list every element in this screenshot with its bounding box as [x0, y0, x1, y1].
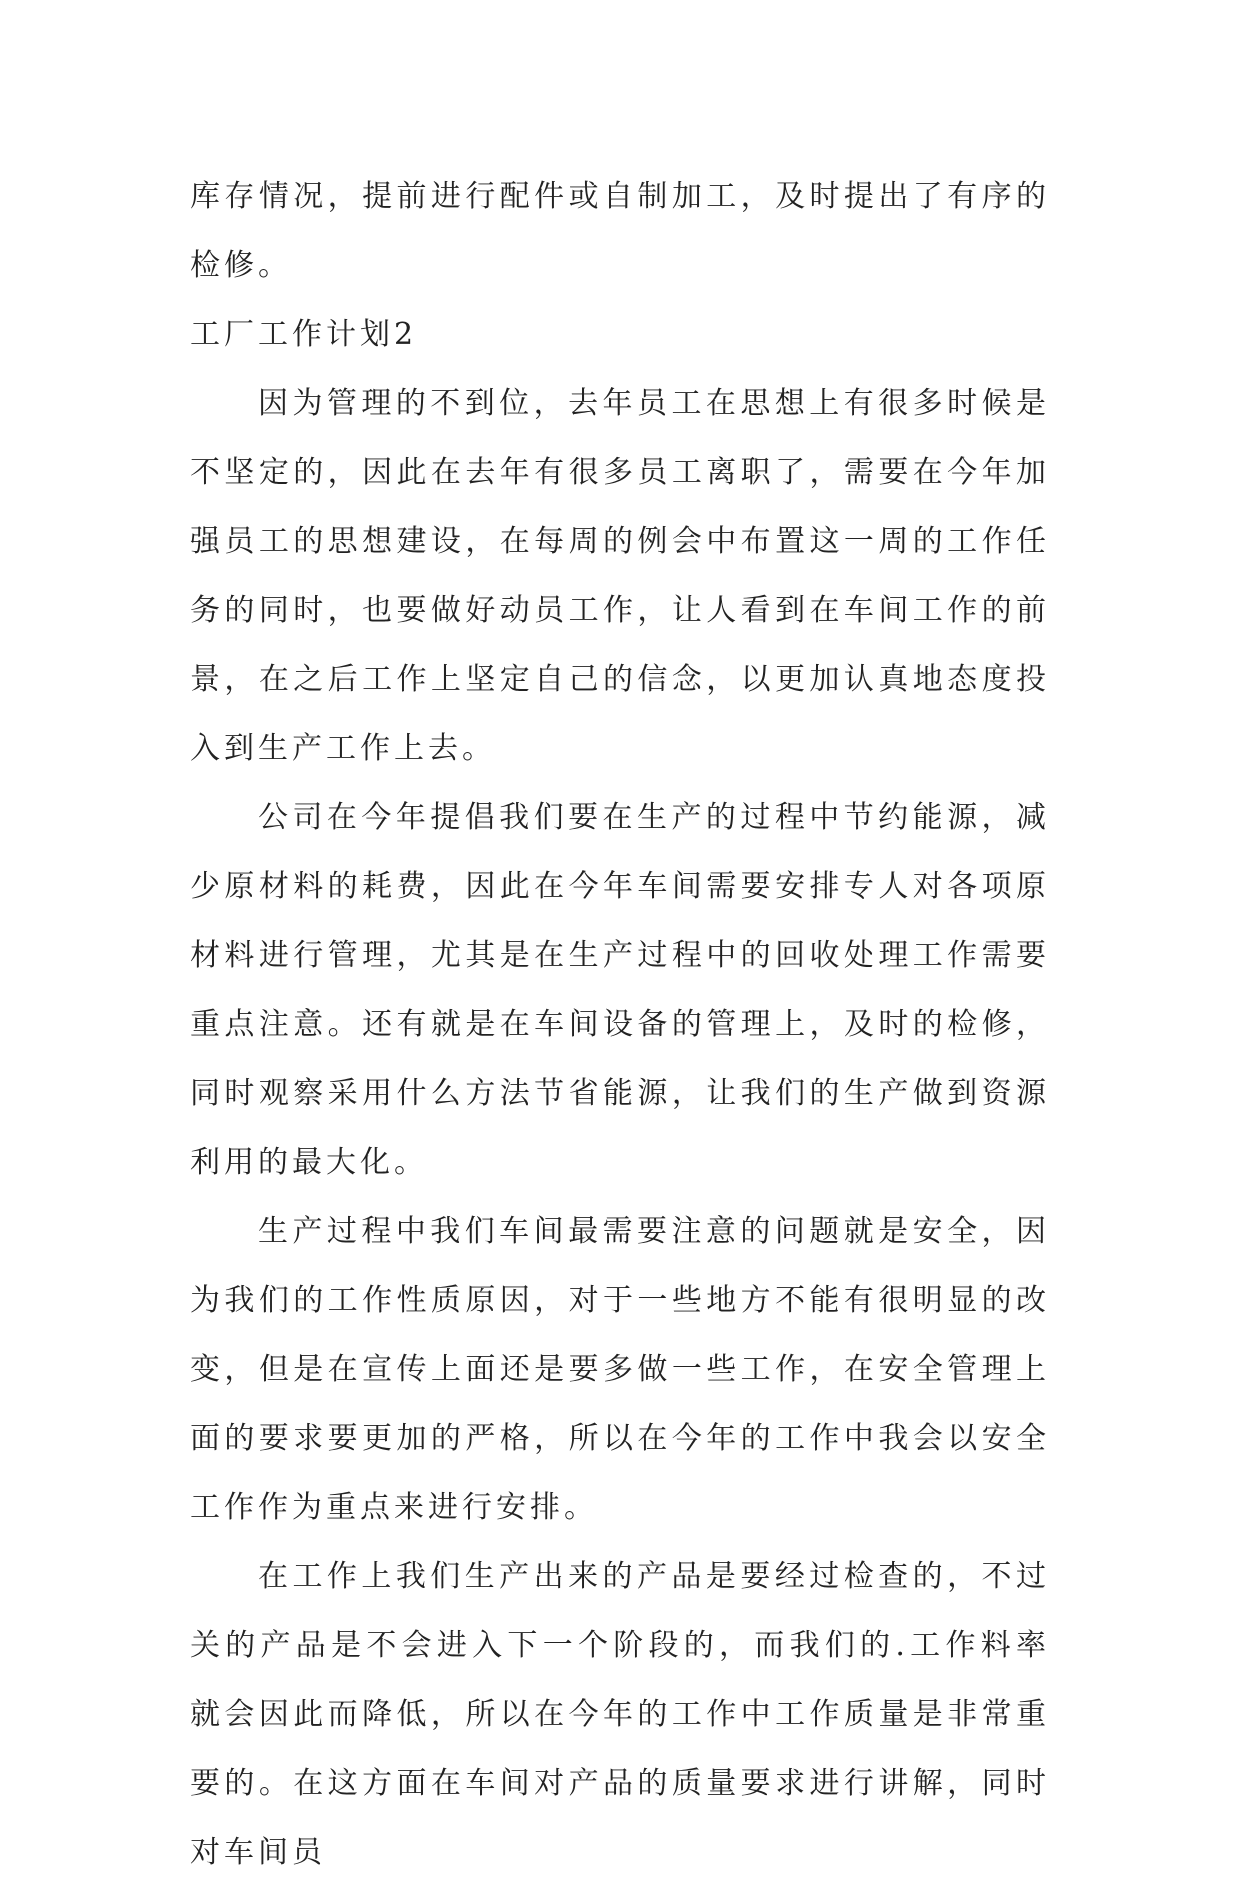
section-heading: 工厂工作计划2: [190, 317, 418, 352]
paragraph-continuation: 库存情况，提前进行配件或自制加工，及时提出了有序的检修。: [190, 179, 1050, 283]
paragraph: 生产过程中我们车间最需要注意的问题就是安全，因为我们的工作性质原因，对于一些地方不能有很明显的改变，但是在宣传上面还是要多做一些工作，在安全管理上面的要求要更加的严格，所以在今年的工作中我会以安全工作作为重点来进行安排。: [190, 1214, 1050, 1525]
document-body: [190, 162, 1050, 1887]
paragraph: 公司在今年提倡我们要在生产的过程中节约能源，减少原材料的耗费，因此在今年车间需要安排专人对各项原材料进行管理，尤其是在生产过程中的回收处理工作需要重点注意。还有就是在车间设备的管理上，及时的检修，同时观察采用什么方法节省能源，让我们的生产做到资源利用的最大化。: [190, 800, 1050, 1180]
paragraph: 因为管理的不到位，去年员工在思想上有很多时候是不坚定的，因此在去年有很多员工离职了，需要在今年加强员工的思想建设，在每周的例会中布置这一周的工作任务的同时，也要做好动员工作，让人看到在车间工作的前景，在之后工作上坚定自己的信念，以更加认真地态度投入到生产工作上去。: [190, 386, 1050, 766]
paragraph: 在工作上我们生产出来的产品是要经过检查的，不过关的产品是不会进入下一个阶段的，而我们的.工作料率就会因此而降低，所以在今年的工作中工作质量是非常重要的。在这方面在车间对产品的质量要求进行讲解，同时对车间员: [190, 1559, 1050, 1870]
